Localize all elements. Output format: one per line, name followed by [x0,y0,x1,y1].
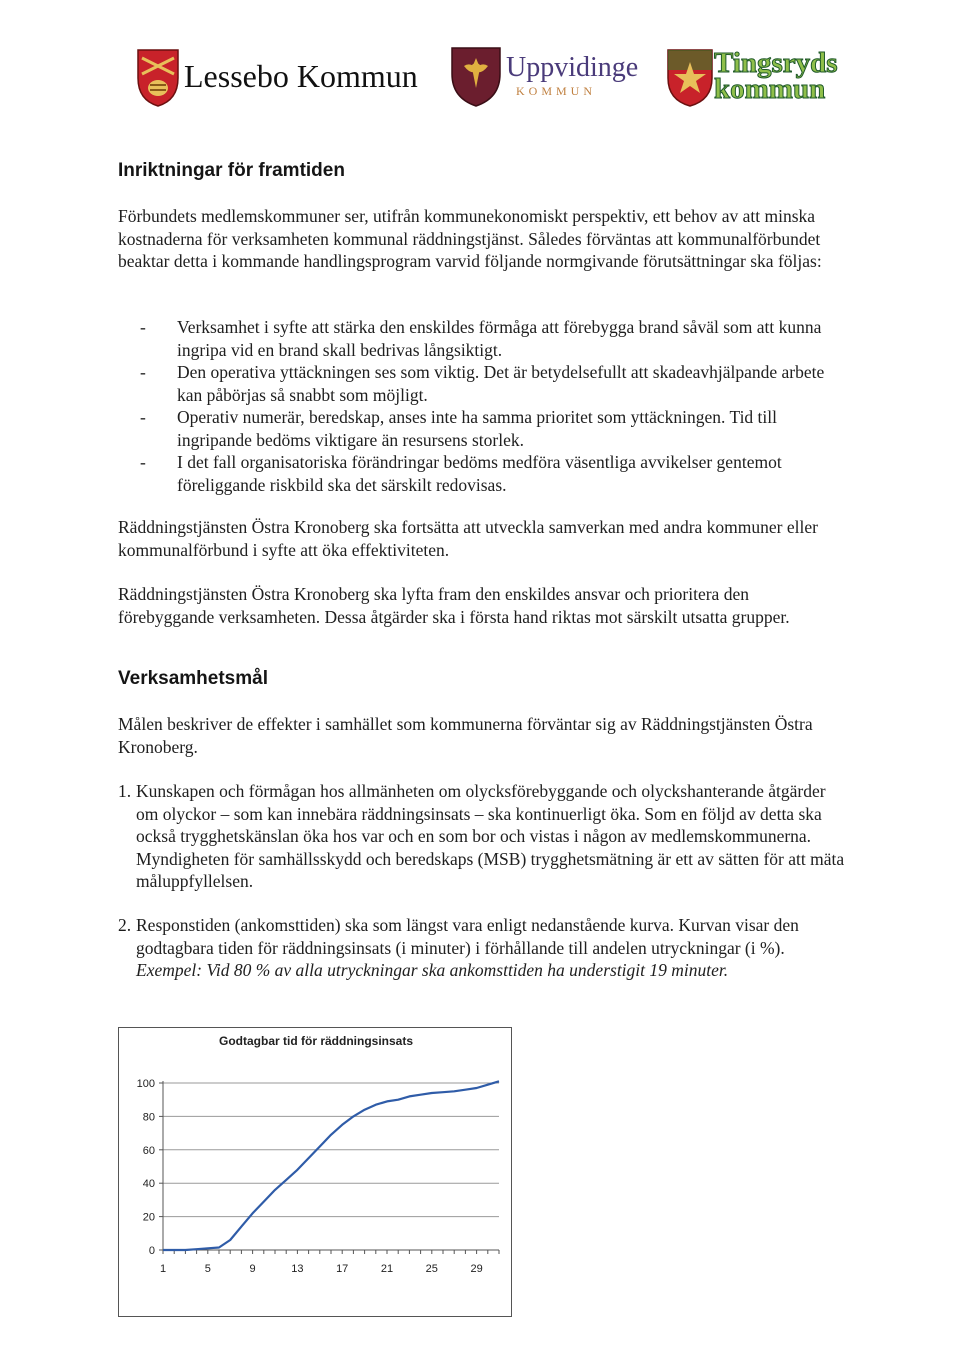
goal-example: Exempel: Vid 80 % av alla utryckningar ska ankomsttiden ha understigit 19 minuter. [136,960,729,980]
bullet-item: - Verksamhet i syfte att stärka den enskildes förmåga att förebygga brand såväl som att kunna ingripa vid en brand skall bedrivas långsiktigt. [140,317,822,360]
goals-intro-paragraph: Målen beskriver de effekter i samhället som kommunerna förväntar sig av Räddningstjänsten Östra Kronoberg. [118,714,813,757]
tingsryd-logo-text-1: Tingsryds [714,47,838,79]
x-tick-label: 5 [204,1263,211,1275]
paragraph-samverkan: Räddningstjänsten Östra Kronoberg ska fortsätta att utveckla samverkan med andra kommuner eller kommunalförbund i syfte att öka effektiviteten. [118,517,818,560]
chart-svg [119,1028,511,1316]
paragraph-forebyggande: Räddningstjänsten Östra Kronoberg ska lyfta fram den enskildes ansvar och prioritera den förebyggande verksamheten. Dessa åtgärder ska i första hand riktas mot särskilt utsatta grupper. [118,584,790,627]
y-tick-label: 80 [142,1111,155,1124]
goal-number: 1. [118,781,132,801]
goal-text: Kunskapen och förmågan hos allmänheten om olycksförebyggande och olyckshanterande åtgärder om olyckor – som kan innebära räddningsinsats – ska kontinuerligt öka. Som en följd av detta ska också trygghetskänslan öka hos var och en som bor och vistas i någon av medlemskommunerna. Myndigheten för samhällsskydd och beredskaps (MSB) trygghetsmätning är ett av sätten för att mäta måluppfyllelsen. [136,781,845,891]
x-tick-label: 17 [336,1263,349,1275]
section-heading-inriktningar: Inriktningar för framtiden [118,160,345,181]
tingsryd-logo [664,44,716,108]
goal-item-2 [118,914,848,982]
bullet-item: - I det fall organisatoriska förändringar bedöms medföra väsentliga avvikelser gentemot föreliggande riskbild ska det särskilt redovisas. [140,452,782,495]
x-tick-label: 1 [159,1263,167,1275]
x-tick-label: 29 [470,1263,483,1275]
lessebo-logo-text: Lessebo Kommun [184,58,418,94]
intro-paragraph: Förbundets medlemskommuner ser, utifrån kommunekonomiskt perspektiv, ett behov av att minska kostnaderna för verksamheten kommunal räddningstjänst. Således förväntas att kommunalförbundet beaktar detta i kommande handlingsprogram varvid följande normgivande förutsättningar ska följas: [118,206,822,271]
uppvidinge-logo [448,44,508,108]
y-tick-label: 60 [142,1144,155,1157]
x-tick-label: 13 [291,1263,304,1275]
response-time-chart [118,1027,512,1317]
x-tick-label: 21 [380,1263,394,1275]
bullet-item: - Operativ numerär, beredskap, anses inte ha samma prioritet som yttäckningen. Tid till ingripande bedöms viktigare än resursens storlek. [140,407,777,450]
tingsryd-logo-text-2: kommun [714,73,826,105]
section-heading-verksamhetsmal: Verksamhetsmål [118,668,268,689]
y-tick-label: 40 [142,1178,155,1191]
goal-text: Responstiden (ankomsttiden) ska som längst vara enligt nedanstående kurva. Kurvan visar den godtagbara tiden för räddningsinsats (i minuter) i förhållande till andelen utryckningar (i %). [136,915,799,958]
y-tick-label: 100 [136,1078,155,1090]
chart-title: Godtagbar tid för räddningsinsats [219,1034,414,1048]
series-line [163,1081,499,1250]
y-tick-label: 0 [148,1245,155,1257]
uppvidinge-logo-subtext: KOMMUN [516,84,597,98]
bullet-item: - Den operativa yttäckningen ses som viktig. Det är betydelsefullt att skadeavhjälpande arbete kan påbörjas så snabbt som möjligt. [140,362,825,405]
y-tick-label: 20 [142,1211,155,1224]
header-logos [132,44,852,108]
bullet-list [140,316,852,496]
uppvidinge-logo-text: Uppvidinge [506,52,639,83]
goal-number: 2. [118,915,132,935]
goal-item-1 [118,780,848,893]
x-tick-label: 9 [249,1263,256,1275]
x-tick-label: 25 [425,1263,438,1275]
